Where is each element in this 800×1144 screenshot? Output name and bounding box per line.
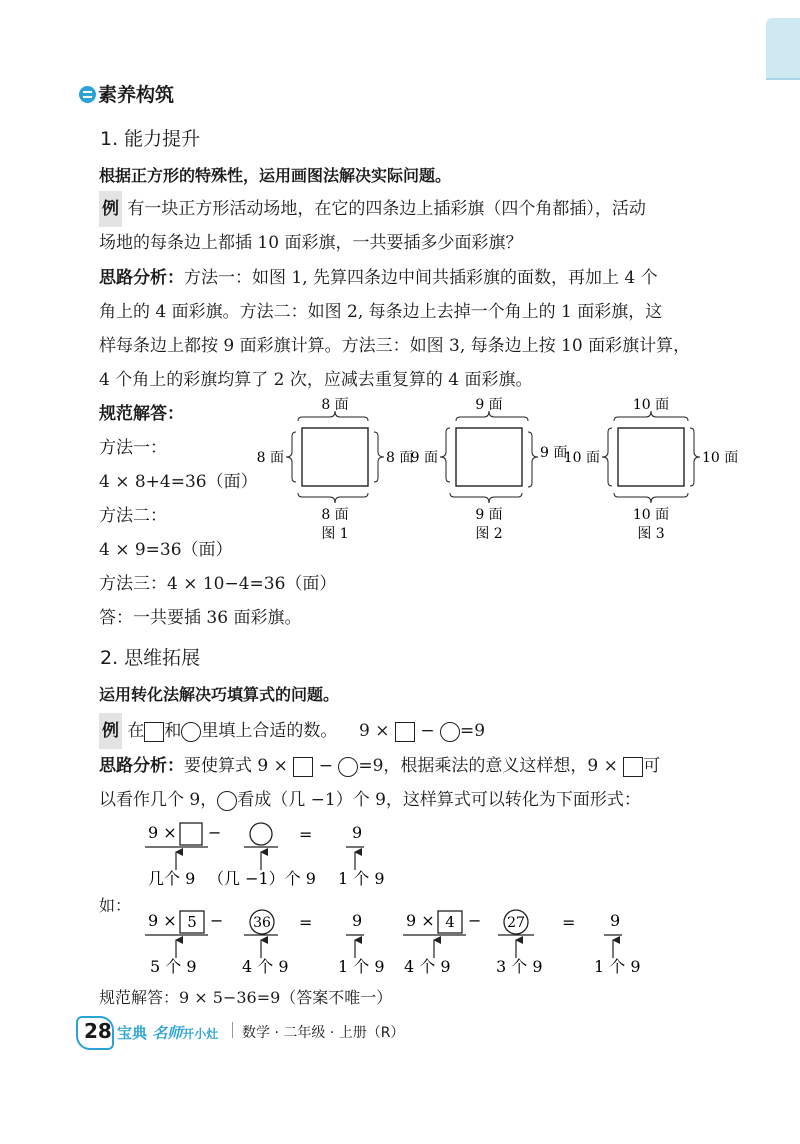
brand-part1: 宝典 (117, 1024, 148, 1042)
figure-1-top-label: 8 面 (321, 397, 349, 413)
example-post: 里填上合适的数。 (201, 721, 338, 741)
example-mid: 和 (164, 721, 182, 741)
analysis-e: 以看作几个 9， (99, 790, 218, 810)
ex1-a: 9 × (148, 911, 177, 930)
analysis-a: 要使算式 9 × (184, 756, 288, 776)
example-tag-2: 例 (99, 713, 122, 749)
figure-2-square (456, 428, 522, 486)
figure-3-caption: 图 3 (637, 526, 665, 542)
ex1-r: 9 (352, 911, 363, 930)
part1-example-line2: 场地的每条边上都插 10 面彩旗，一共要插多少面彩旗？ (99, 233, 523, 253)
ex2-circ: 27 (507, 915, 525, 931)
example-eq-b: − (420, 721, 435, 741)
ex1-minus: − (210, 911, 224, 930)
figure-3-bottom-label: 10 面 (632, 507, 670, 523)
figure-2-caption: 图 2 (475, 526, 503, 542)
analysis-b: − (318, 756, 333, 776)
figure-2-right-brace (528, 432, 538, 487)
analysis-d: 可 (643, 756, 661, 776)
ex1-eq: = (299, 913, 313, 932)
part2-example-line (99, 713, 485, 749)
blank-circle-icon (440, 722, 460, 742)
part2-analysis-line2 (99, 782, 641, 818)
ex1-b1: 5 个 9 (150, 957, 197, 976)
method1-equation: 4 × 8+4=36（面） (99, 472, 258, 492)
part1-answer: 答：一共要插 36 面彩旗。 (99, 608, 302, 628)
analysis-f: 看成（几 −1）个 9，这样算式可以转化为下面形式： (237, 790, 641, 810)
ex2-eq: = (562, 913, 576, 932)
scheme-example-1 (145, 910, 385, 976)
example-text: 有一块正方形活动场地，在它的四条边上插彩旗（四个角都插），活动 (127, 199, 646, 219)
part1-analysis-line3: 样每条边上都按 9 面彩旗计算。方法三：如图 3, 每条边上按 10 面彩旗计算， (99, 336, 691, 356)
footer-divider (232, 1022, 233, 1038)
example-eq-a: 9 × (359, 721, 390, 741)
analysis-text: 方法一：如图 1, 先算四条边中间共插彩旗的面数，再加上 4 个 (184, 268, 658, 288)
blank-square-icon (144, 722, 164, 742)
ex1-b3: 1 个 9 (338, 957, 385, 976)
brand-part3: 开小灶 (182, 1027, 219, 1041)
part2-heading: 2. 思维拓展 (100, 647, 201, 669)
method2-label: 方法二： (99, 506, 167, 526)
part1-analysis-line4: 4 个角上的彩旗均算了 2 次，应减去重复算的 4 面彩旗。 (99, 370, 533, 390)
ex2-b3: 1 个 9 (594, 957, 641, 976)
figure-3-right-brace (690, 428, 700, 486)
section-badge-icon (79, 86, 96, 103)
figure-2-left-label: 9 面 (410, 450, 438, 466)
conversion-scheme (140, 818, 700, 998)
figure-3 (564, 397, 739, 542)
scheme-b1: 几个 9 (148, 869, 196, 888)
figure-3-left-label: 10 面 (563, 450, 600, 466)
scheme-t2: − (208, 823, 222, 842)
figure-1-caption: 图 1 (321, 526, 349, 542)
figure-1-bottom-label: 8 面 (321, 507, 349, 523)
method3-label: 方法三： (99, 574, 167, 594)
figure-1-left-label: 8 面 (256, 450, 284, 466)
analysis-label: 思路分析： (99, 268, 184, 288)
blank-circle-icon (338, 757, 358, 777)
section-title: 素养构筑 (98, 84, 175, 106)
figure-2-right-label: 9 面 (540, 445, 568, 461)
ex2-b1: 4 个 9 (404, 957, 451, 976)
ex2-box: 4 (445, 913, 455, 931)
part2-solution: 规范解答：9 × 5−36=9（答案不唯一） (99, 988, 393, 1007)
blank-circle-icon (181, 722, 201, 742)
scheme-t3: = (299, 825, 313, 844)
part1-intro: 根据正方形的特殊性，运用画图法解决实际问题。 (99, 166, 452, 185)
example-tag: 例 (99, 191, 122, 227)
figure-3-bottom-brace (614, 493, 688, 503)
figure-2-bottom-label: 9 面 (475, 507, 503, 523)
ru-label: 如： (99, 896, 132, 915)
figure-1-square (302, 428, 368, 486)
figure-1-left-brace (286, 432, 296, 482)
figure-3-top-label: 10 面 (632, 397, 670, 413)
analysis-c: =9，根据乘法的意义这样想，9 × (358, 756, 618, 776)
blank-square-icon (395, 722, 415, 742)
figure-1-bottom-brace (298, 493, 368, 503)
scheme-t4: 9 (352, 823, 363, 842)
figure-2-left-brace (440, 428, 450, 482)
book-info: 数学 · 二年级 · 上册（R） (242, 1025, 405, 1041)
page-edge-tab-line (766, 78, 800, 80)
scheme-circle (250, 823, 272, 845)
method3-equation: 4 × 10−4=36（面） (167, 574, 337, 594)
brand-part2: 名师 (152, 1024, 183, 1042)
scheme-example-2 (403, 910, 641, 976)
part2-intro: 运用转化法解决巧填算式的问题。 (99, 685, 340, 704)
ex1-circ: 36 (253, 915, 271, 931)
scheme-general (145, 823, 385, 888)
ex2-a: 9 × (406, 911, 435, 930)
brand-logo (117, 1022, 218, 1043)
method1-label: 方法一： (99, 438, 167, 458)
part1-example-line1 (99, 191, 646, 227)
figure-1-right-label: 8 面 (386, 450, 414, 466)
example-pre: 在 (127, 721, 145, 741)
figure-2 (411, 397, 568, 542)
ex2-r: 9 (610, 911, 621, 930)
blank-square-icon (293, 757, 313, 777)
figure-1-right-brace (374, 432, 384, 482)
blank-square-icon (623, 757, 643, 777)
figure-2-top-label: 9 面 (475, 397, 503, 413)
ex2-b2: 3 个 9 (496, 957, 543, 976)
blank-circle-icon (217, 791, 237, 811)
figure-2-bottom-brace (450, 493, 522, 503)
square-figures (256, 395, 739, 555)
scheme-square (180, 823, 202, 845)
part1-analysis-line2: 角上的 4 面彩旗。方法二：如图 2, 每条边上去掉一个角上的 1 面彩旗，这 (99, 302, 663, 322)
analysis-label-2: 思路分析： (99, 756, 184, 776)
scheme-t1: 9 × (148, 823, 177, 842)
figure-3-left-brace (602, 428, 612, 486)
page-edge-tab (766, 18, 800, 78)
figure-1 (257, 397, 414, 542)
part1-heading: 1. 能力提升 (100, 128, 201, 150)
method3-line (99, 566, 336, 602)
part1-analysis-line1 (99, 260, 658, 296)
example-eq-c: =9 (459, 721, 486, 741)
ex1-b2: 4 个 9 (242, 957, 289, 976)
page-number: 28 (84, 1019, 112, 1043)
figure-3-square (618, 428, 684, 486)
figure-3-right-label: 10 面 (702, 450, 739, 466)
ex2-minus: − (468, 911, 482, 930)
part2-analysis-line1 (99, 748, 660, 784)
scheme-b2: （几 −1）个 9 (208, 869, 316, 888)
scheme-b3: 1 个 9 (338, 869, 385, 888)
ex1-box: 5 (187, 913, 197, 931)
method2-equation: 4 × 9=36（面） (99, 540, 233, 560)
part1-solution-label: 规范解答： (99, 404, 184, 424)
